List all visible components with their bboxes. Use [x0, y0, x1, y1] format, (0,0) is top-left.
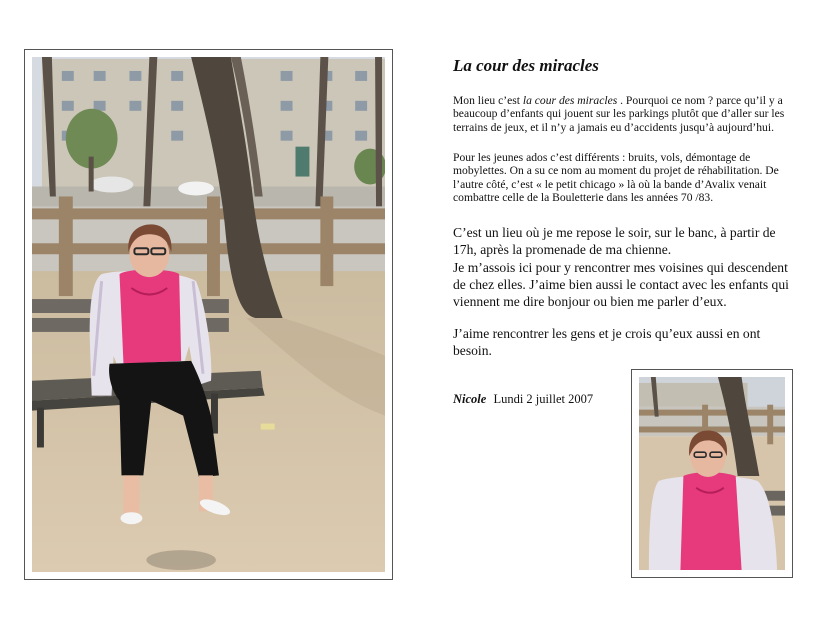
woman-on-bench-photo — [32, 57, 385, 572]
signature-date: Lundi 2 juillet 2007 — [493, 392, 594, 406]
paragraph-people: J’aime rencontrer les gens et je crois qu’eux aussi en ont besoin. — [453, 326, 761, 359]
small-photo-frame — [631, 369, 793, 578]
page-title: La cour des miracles — [453, 56, 599, 75]
paragraph-intro — [453, 94, 798, 134]
signature — [453, 392, 593, 407]
small-photo — [639, 377, 785, 570]
paragraph-neighbours: Je m’assois ici pour y rencontrer mes voisines qui descendent de chez elles. J’aime bien aussi le contact avec les enfants qui viennent me dire bonjour ou bien me parler d’eux. — [453, 260, 789, 310]
main-photo — [32, 57, 385, 572]
intro-text-start: Mon lieu c’est — [453, 94, 523, 107]
paragraph-rest: C’est un lieu où je me repose le soir, sur le banc, à partir de 17h, après la promenade de ma chienne. — [453, 225, 776, 258]
main-photo-frame — [24, 49, 393, 580]
intro-text-end: . Pourquoi ce nom ? parce qu’il y a beaucoup d’enfants qui jouent sur les parkings plutôt que d’aller sur les terrains de jeux, et il n’y a jamais eu d’accidents jusqu’à aujourd’hui. — [453, 94, 785, 134]
woman-closeup-photo — [639, 377, 785, 570]
intro-place-name: la cour des miracles — [522, 94, 618, 107]
signature-name: Nicole — [453, 392, 487, 406]
paragraph-teens: Pour les jeunes ados c’est différents : bruits, vols, démontage de mobylettes. On a su ce nom au moment du projet de réhabilitation. De l’autre côté, c’est « le petit chicago » là où la bande d’Avalix venait combattre celle de la Bouletterie dans les années 70 /83. — [453, 151, 779, 204]
